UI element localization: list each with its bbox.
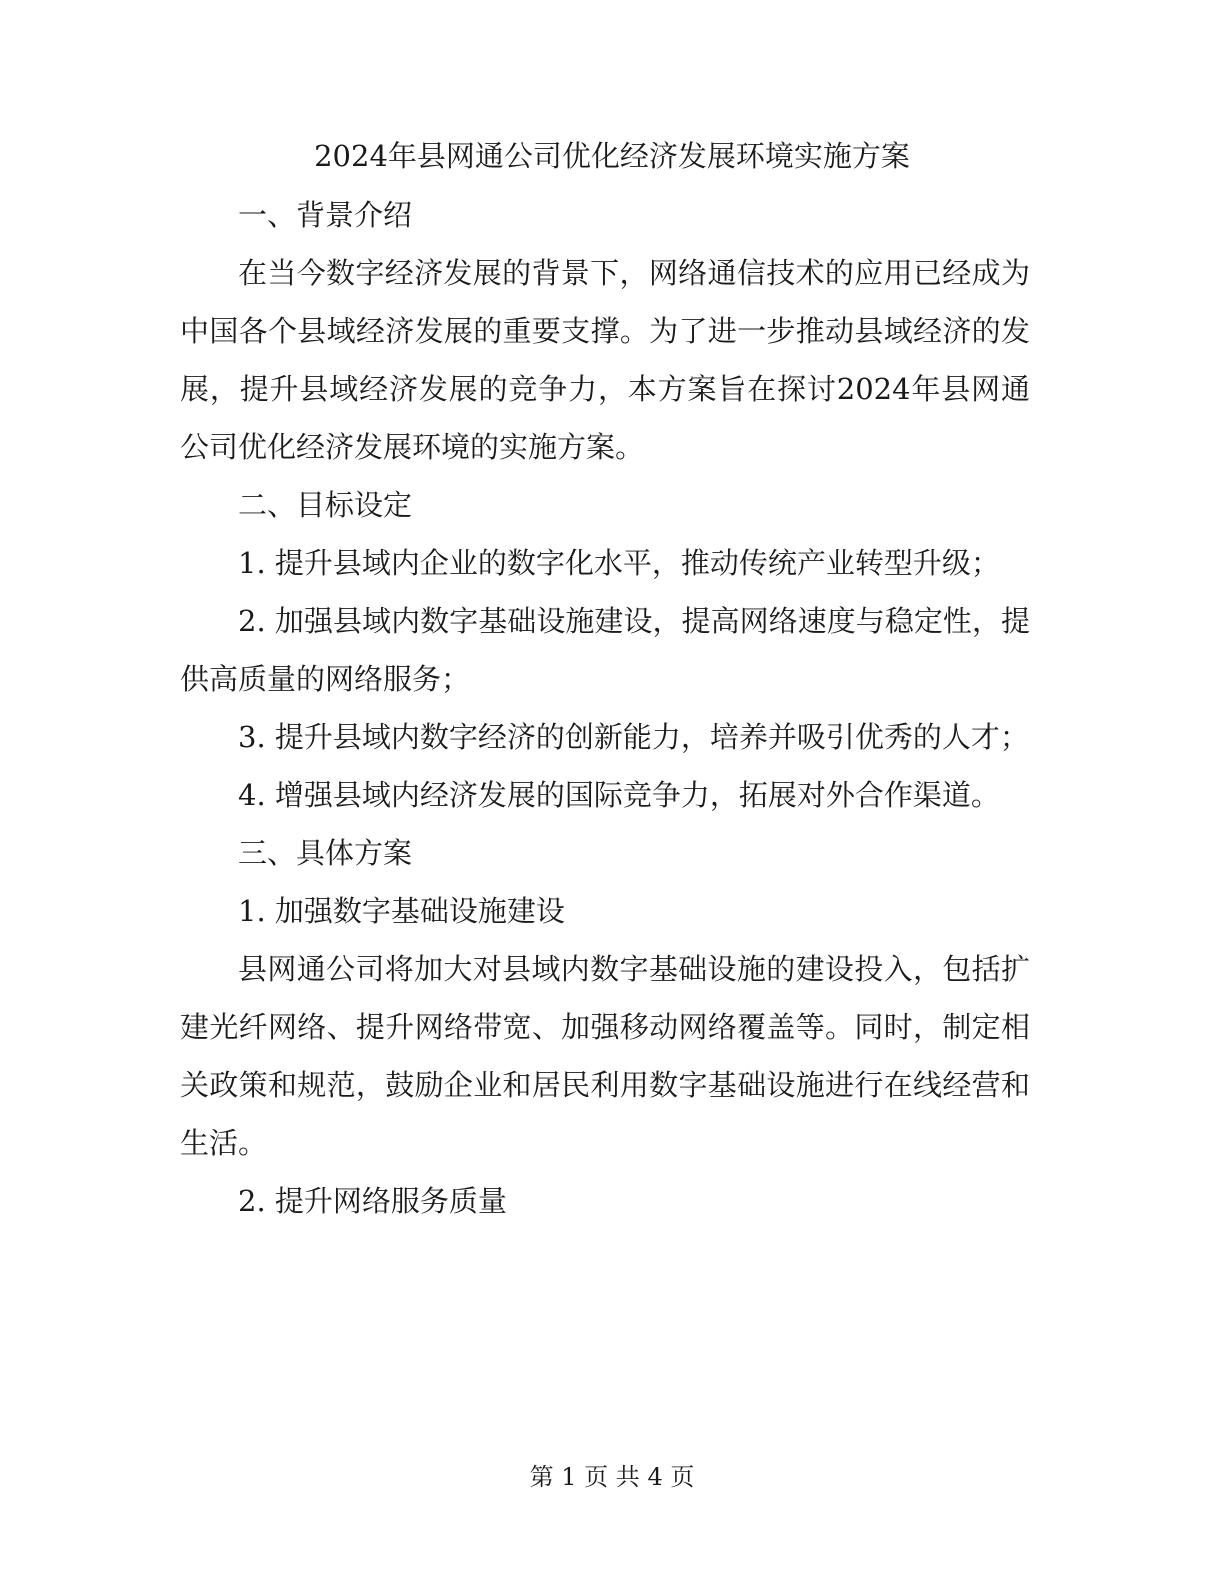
section-heading-goals: 二、目标设定	[238, 488, 413, 522]
paragraph-plan-1: 县网通公司将加大对县域内数字基础设施的建设投入，包括扩建光纤网络、提升网络带宽、加强移动网络覆盖等。同时，制定相关政策和规范，鼓励企业和居民利用数字基础设施进行在线经营和生活。	[180, 952, 1030, 1160]
section-heading-background: 一、背景介绍	[238, 198, 413, 232]
section-heading-plan: 三、具体方案	[238, 836, 413, 870]
document-title: 2024年县网通公司优化经济发展环境实施方案	[314, 139, 910, 173]
goal-item-3: 3. 提升县域内数字经济的创新能力，培养并吸引优秀的人才；	[238, 720, 1029, 754]
goal-item-1: 1. 提升县域内企业的数字化水平，推动传统产业转型升级；	[238, 546, 1000, 580]
goal-item-2: 2. 加强县域内数字基础设施建设，提高网络速度与稳定性，提供高质量的网络服务；	[180, 604, 1030, 696]
goal-item-4: 4. 增强县域内经济发展的国际竞争力，拓展对外合作渠道。	[238, 778, 1000, 812]
plan-subheading-1: 1. 加强数字基础设施建设	[238, 894, 565, 928]
page-footer: 第 1 页 共 4 页	[529, 1463, 695, 1491]
paragraph-background: 在当今数字经济发展的背景下，网络通信技术的应用已经成为中国各个县域经济发展的重要支撑。为了进一步推动县域经济的发展，提升县域经济发展的竞争力，本方案旨在探讨2024年县网通公司优化经济发展环境的实施方案。	[180, 256, 1030, 464]
plan-subheading-2: 2. 提升网络服务质量	[238, 1184, 507, 1218]
document-body	[180, 186, 1030, 1230]
